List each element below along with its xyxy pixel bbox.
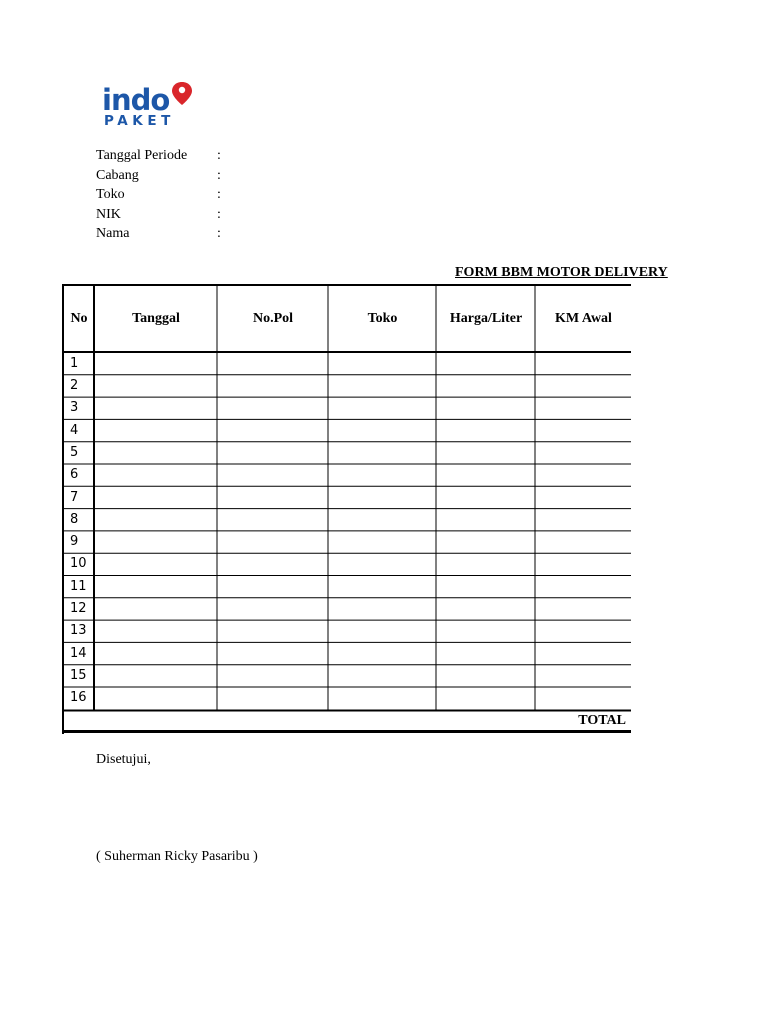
info-colon: : xyxy=(217,226,221,242)
row-number: 15 xyxy=(70,667,87,683)
info-row-cabang xyxy=(96,166,296,186)
row-number: 3 xyxy=(70,400,79,416)
info-label: Nama xyxy=(96,226,130,242)
info-label: Cabang xyxy=(96,167,139,183)
row-number: 14 xyxy=(70,645,87,661)
row-number: 6 xyxy=(70,467,79,483)
row-number: 13 xyxy=(70,623,87,639)
header-harga-liter: Harga/Liter xyxy=(449,311,523,326)
row-number: 10 xyxy=(70,556,87,572)
header-toko: Toko xyxy=(367,311,398,326)
row-number: 2 xyxy=(70,378,79,393)
row-number: 7 xyxy=(70,489,79,505)
approval-label: Disetujui, xyxy=(96,752,151,767)
row-number: 9 xyxy=(70,534,79,550)
signer-name: ( Suherman Ricky Pasaribu ) xyxy=(96,849,258,864)
info-label: Toko xyxy=(96,187,125,203)
header-no-pol: No.Pol xyxy=(252,311,294,326)
info-row-nik xyxy=(96,205,296,225)
info-label: Tanggal Periode xyxy=(96,148,188,163)
row-number: 8 xyxy=(70,511,79,527)
row-number: 16 xyxy=(70,690,87,706)
info-label: NIK xyxy=(96,206,121,222)
info-colon: : xyxy=(217,167,221,183)
row-number: 12 xyxy=(70,601,87,616)
header-tanggal: Tanggal xyxy=(132,311,180,326)
info-colon: : xyxy=(217,206,221,222)
info-row-nama xyxy=(96,224,296,244)
row-number: 4 xyxy=(70,422,79,438)
svg-text:PAKET: PAKET xyxy=(104,113,175,129)
info-row-toko xyxy=(96,185,296,205)
header-no: No xyxy=(70,311,88,326)
row-number: 11 xyxy=(70,578,87,594)
row-number: 1 xyxy=(70,355,79,371)
info-colon: : xyxy=(217,148,221,163)
svg-text:indo: indo xyxy=(102,83,170,117)
row-number: 5 xyxy=(70,444,79,460)
form-title: FORM BBM MOTOR DELIVERY xyxy=(455,265,668,280)
form-info-fields xyxy=(96,146,296,244)
info-colon: : xyxy=(217,187,221,203)
total-label: TOTAL xyxy=(578,713,626,728)
info-row-tanggal-periode xyxy=(96,146,296,166)
indo-paket-logo-graphic xyxy=(102,80,206,128)
company-logo xyxy=(102,80,206,128)
header-km-awal: KM Awal xyxy=(555,311,612,326)
